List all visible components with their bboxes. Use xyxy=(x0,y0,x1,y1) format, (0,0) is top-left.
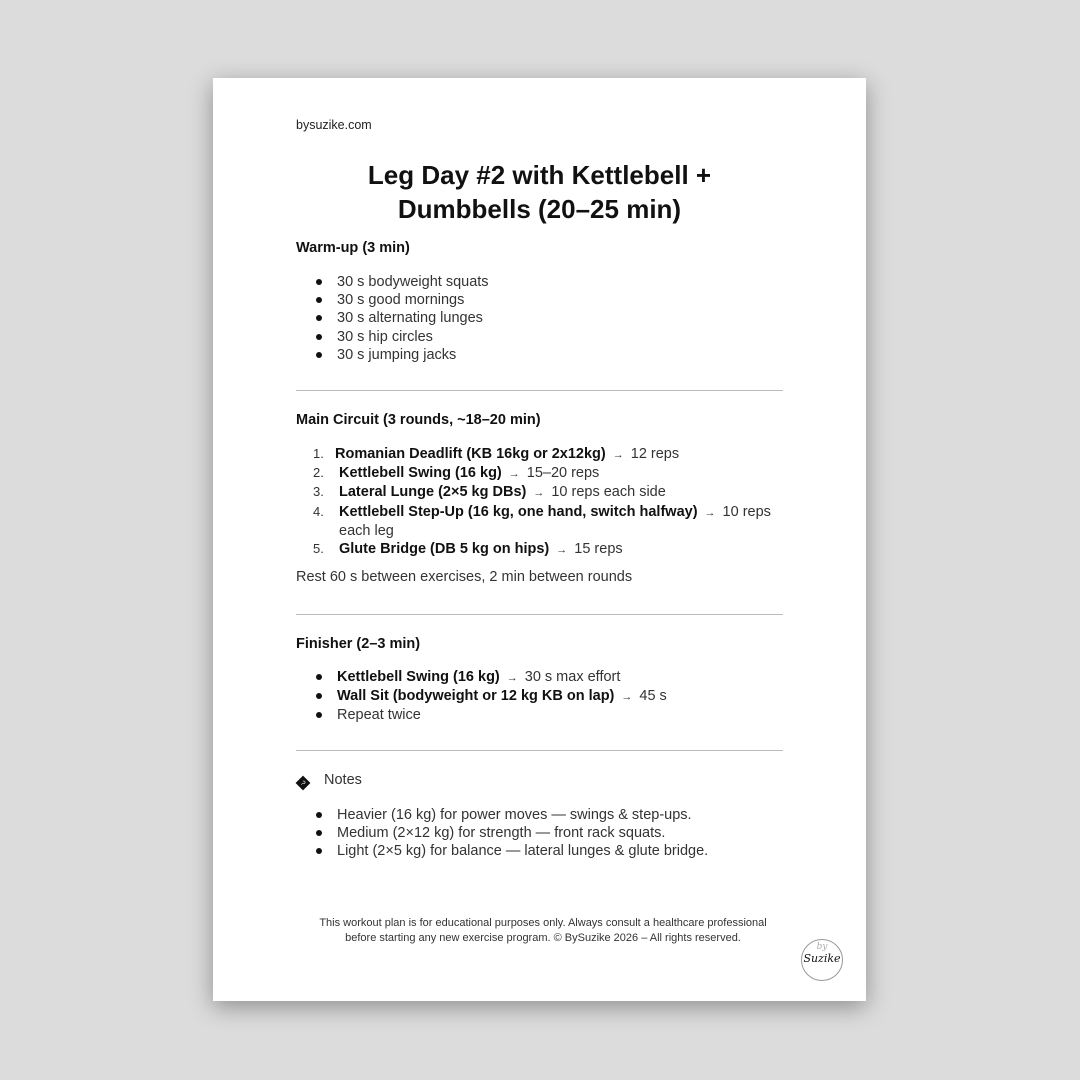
arrow-icon: → xyxy=(556,544,568,557)
arrow-icon: → xyxy=(506,672,518,684)
notes-list xyxy=(313,806,708,861)
list-item: 30 s jumping jacks xyxy=(313,346,489,364)
list-item xyxy=(313,687,667,706)
exercise-name: Wall Sit (bodyweight or 12 kg KB on lap) xyxy=(337,688,615,705)
arrow-icon: → xyxy=(612,449,624,461)
exercise-detail: 15 reps xyxy=(574,541,623,558)
list-item xyxy=(313,445,773,464)
list-item xyxy=(313,540,773,559)
list-item: 30 s alternating lunges xyxy=(313,309,489,327)
disclaimer: This workout plan is for educational purposes only. Always consult a healthcare professional before starting any new exercise program. © BySuzike 2026 – All rights reserved. xyxy=(319,917,767,944)
title-line-1: Leg Day #2 with Kettlebell + xyxy=(367,160,712,190)
item-number: 2. xyxy=(313,465,324,481)
arrow-icon: → xyxy=(533,487,545,500)
warmup-heading: Warm-up (3 min) xyxy=(296,240,410,256)
exercise-detail: 10 reps each leg xyxy=(339,503,771,539)
exercise-detail: 30 s max effort xyxy=(524,669,621,685)
exercise-detail: 10 reps each side xyxy=(551,484,666,501)
list-item: Medium (2×12 kg) for strength — front rack squats. xyxy=(313,824,708,842)
divider xyxy=(296,750,783,751)
main-circuit-heading: Main Circuit (3 rounds, ~18–20 min) xyxy=(296,412,541,428)
exercise-name: Romanian Deadlift (KB 16kg or 2x12kg) xyxy=(335,446,606,462)
notes-heading xyxy=(296,772,362,790)
item-number: 5. xyxy=(313,541,324,557)
list-item: Light (2×5 kg) for balance — lateral lunges & glute bridge. xyxy=(313,842,708,860)
exercise-name: Glute Bridge (DB 5 kg on hips) xyxy=(339,541,550,558)
list-item: Heavier (16 kg) for power moves — swings & step-ups. xyxy=(313,806,708,824)
list-item xyxy=(313,668,667,687)
logo-by: by xyxy=(816,942,828,952)
exercise-name: Kettlebell Swing (16 kg) xyxy=(339,465,502,482)
exercise-detail: 15–20 reps xyxy=(526,465,600,482)
divider xyxy=(296,614,783,615)
main-circuit-list xyxy=(313,445,773,559)
finisher-heading: Finisher (2–3 min) xyxy=(296,636,421,652)
exercise-detail: Repeat twice xyxy=(337,707,421,724)
list-item: 30 s good mornings xyxy=(313,291,489,309)
finisher-list xyxy=(313,668,667,725)
warmup-list xyxy=(313,273,489,364)
list-item xyxy=(313,483,773,502)
exercise-name: Kettlebell Swing (16 kg) xyxy=(337,669,500,685)
logo-name: Suzike xyxy=(803,952,841,965)
exercise-name: Lateral Lunge (2×5 kg DBs) xyxy=(339,484,527,501)
exercise-detail: 45 s xyxy=(639,688,667,705)
notes-title: Notes xyxy=(324,772,362,788)
exercise-detail: 12 reps xyxy=(630,446,680,462)
title-line-2: Dumbbells (20–25 min) xyxy=(397,194,682,224)
item-number: 1. xyxy=(313,446,324,461)
arrow-icon: → xyxy=(621,691,633,704)
rest-note: Rest 60 s between exercises, 2 min between rounds xyxy=(296,569,633,585)
list-item xyxy=(313,706,667,724)
list-item: 30 s hip circles xyxy=(313,328,489,346)
unknown-glyph-icon: ? xyxy=(296,776,311,791)
site-url: bysuzike.com xyxy=(296,118,372,132)
document-page xyxy=(213,78,866,1001)
divider xyxy=(296,390,783,391)
item-number: 3. xyxy=(313,484,324,500)
list-item xyxy=(313,464,773,483)
list-item: 30 s bodyweight squats xyxy=(313,273,489,291)
arrow-icon: → xyxy=(704,506,716,519)
page-title xyxy=(213,158,866,226)
bysuzike-logo xyxy=(801,939,843,981)
arrow-icon: → xyxy=(508,468,520,481)
exercise-name: Kettlebell Step-Up (16 kg, one hand, switch halfway) xyxy=(339,503,698,520)
item-number: 4. xyxy=(313,503,324,519)
list-item xyxy=(313,503,773,540)
